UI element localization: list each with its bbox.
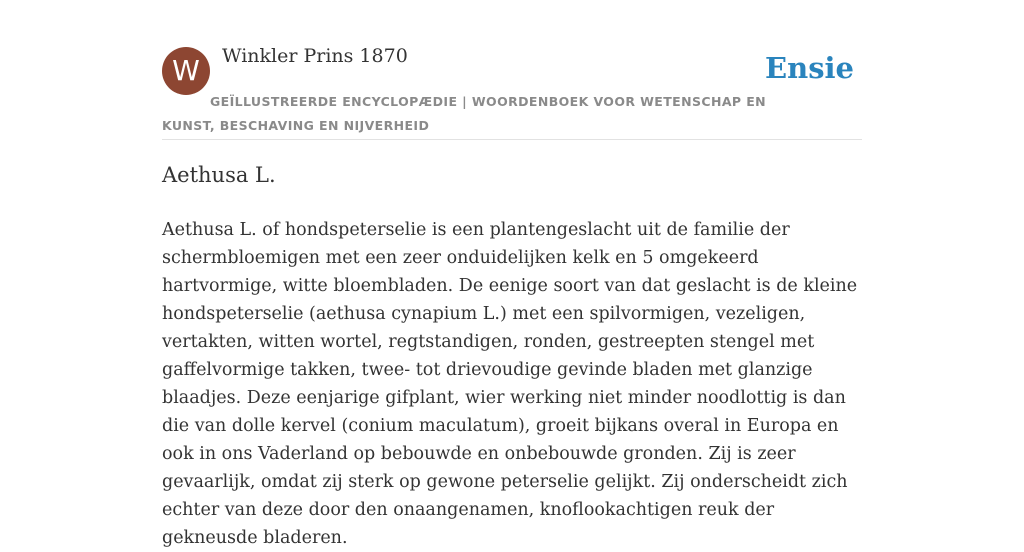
entry-title: Aethusa L. [162, 163, 276, 187]
brand-logo-link[interactable]: Ensie [765, 51, 854, 85]
entry-body: Aethusa L. of hondspeterselie is een plantengeslacht uit de familie der schermbloemigen met een zeer onduidelijken kelk en 5 omgekeerd hartvormige, witte bloembladen. De eenige soort van dat geslacht is de kleine hondspeterselie (aethusa cynapium L.) met een spilvormigen, vezeligen, vertakten, witten wortel, regtstandigen, ronden, gestreepten stengel met gaffelvormige takken, twee- tot drievoudige gevinde bladen met glanzige blaadjes. Deze eenjarige gifplant, wier werking niet minder noodlottig is dan die van dolle kervel (conium maculatum), groeit bijkans overal in Europa en ook in ons Vaderland op bebouwde en onbebouwde gronden. Zij is zeer gevaarlijk, omdat zij sterk op gewone peterselie gelijkt. Zij onderscheidt zich echter van deze door den onaangenamen, knoflookachtigen reuk der gekneusde bladeren. [162, 220, 858, 548]
header-divider [162, 139, 862, 140]
source-subtitle: GEÏLLUSTREERDE ENCYCLOPÆDIE | WOORDENBOEK VOOR WETENSCHAP EN KUNST, BESCHAVING EN NIJVERHEID [162, 94, 767, 133]
source-title[interactable]: Winkler Prins 1870 [222, 45, 408, 67]
source-avatar[interactable]: W [162, 47, 210, 95]
